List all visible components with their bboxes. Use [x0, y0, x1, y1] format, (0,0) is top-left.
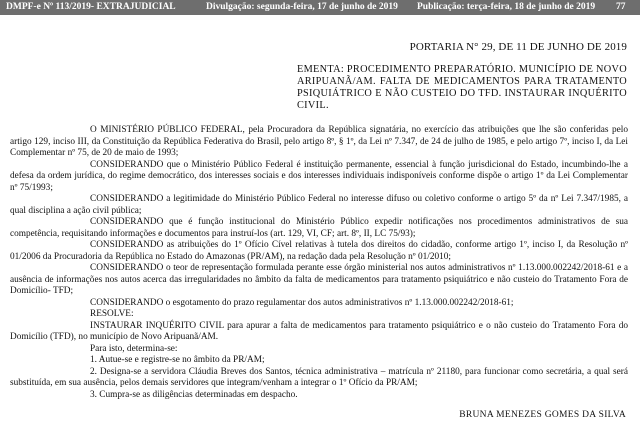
paragraph-resolve: RESOLVE: [90, 309, 134, 319]
paragraph-considerando: CONSIDERANDO o teor de representação formulada perante esse órgão ministerial nos autos administrativos nº 1.13.000.002242/2018-61 e a ausência de informações nos autos acerca das irregularidades no âmbito da falta de medicamentos para tratamento psiquiátrico e não custeio do Tratamento Fora de Domicílio- TFD; [10, 263, 628, 296]
list-item: 3. Cumpra-se as diligências determinadas em despacho. [90, 389, 298, 400]
list-item: 2. Designa-se a servidora Cláudia Breves dos Santos, técnica administrativa – matrícula nº 21180, para funcionar como secretária, a qual será substituída, em sua ausência, pelos demais servidores que integram/venham a integrar o 1º Ofício da PR/AM; [10, 366, 628, 388]
page-number: 77 [616, 2, 626, 12]
paragraph-preamble: O MINISTÉRIO PÚBLICO FEDERAL, pela Procuradora da República signatária, no exercício das atribuições que lhe são conferidas pelo artigo 129, inciso III, da Constituição da República Federativa do Brasil, pelo artigo 8º, § 1º, da Lei nº 7.347, de 24 de julho de 1985, e pelo artigo 7º, inciso I, da Lei Complementar nº 75, de 20 de maio de 1993; [10, 125, 628, 158]
ementa-text: EMENTA: PROCEDIMENTO PREPARATÓRIO. MUNICÍPIO DE NOVO ARIPUANÃ/AM. FALTA DE MEDICAMENTOS PARA TRATAMENTO PSIQUIÁTRICO E NÃO CUSTEIO DO TFD. INSTAURAR INQUÉRITO CIVIL. [297, 64, 627, 111]
page-cut [0, 421, 640, 425]
publicacao-date: Publicação: terça-feira, 18 de junho de 2019 [417, 2, 596, 12]
paragraph-determina: Para isto, determina-se: [90, 343, 178, 354]
document-body [10, 125, 628, 401]
publication-header [0, 0, 640, 15]
paragraph-considerando: CONSIDERANDO a legitimidade do Ministério Público Federal no interesse difuso ou coletivo conforme o artigo 5º da nº Lei 7.347/1985, a qual disciplina a ação civil pública; [10, 194, 628, 216]
issue-label: DMPF-e Nº 113/2019- EXTRAJUDICIAL [6, 2, 176, 12]
paragraph-considerando: CONSIDERANDO que é função institucional do Ministério Público expedir notificações nos procedimentos administrativos de sua competência, requisitando informações e documentos para instruí-los (art. 129, VI, CF; art. 8º, II, LC 75/93); [10, 217, 628, 239]
portaria-title: PORTARIA N° 29, DE 11 DE JUNHO DE 2019 [409, 41, 627, 53]
paragraph-considerando: CONSIDERANDO o esgotamento do prazo regulamentar dos autos administrativos nº 1.13.000.002242/2018-61; [90, 297, 514, 308]
paragraph-instaurar: INSTAURAR INQUÉRITO CIVIL para apurar a falta de medicamentos para tratamento psiquiátrico e o não custeio do Tratamento Fora do Domicílio (TFD), no município de Novo Aripuanã/AM. [10, 320, 628, 342]
signature-name: BRUNA MENEZES GOMES DA SILVA [459, 410, 626, 420]
divulgacao-date: Divulgação: segunda-feira, 17 de junho de 2019 [206, 2, 398, 12]
paragraph-considerando: CONSIDERANDO as atribuições do 1º Ofício Cível relativas à tutela dos direitos do cidadão, conforme artigo 1º, inciso I, da Resolução nº 01/2006 da Procuradoria da República no Estado do Amazonas (PR/AM), na redação dada pela Resolução nº 01/2010; [10, 240, 628, 262]
paragraph-considerando: CONSIDERANDO que o Ministério Público Federal é instituição permanente, essencial à função jurisdicional do Estado, incumbindo-lhe a defesa da ordem jurídica, do regime democrático, dos interesses sociais e dos interesses individuais indisponíveis conforme dispõe o artigo 1º da Lei Complementar nº 75/1993; [10, 159, 628, 193]
list-item: 1. Autue-se e registre-se no âmbito da PR/AM; [90, 355, 265, 365]
